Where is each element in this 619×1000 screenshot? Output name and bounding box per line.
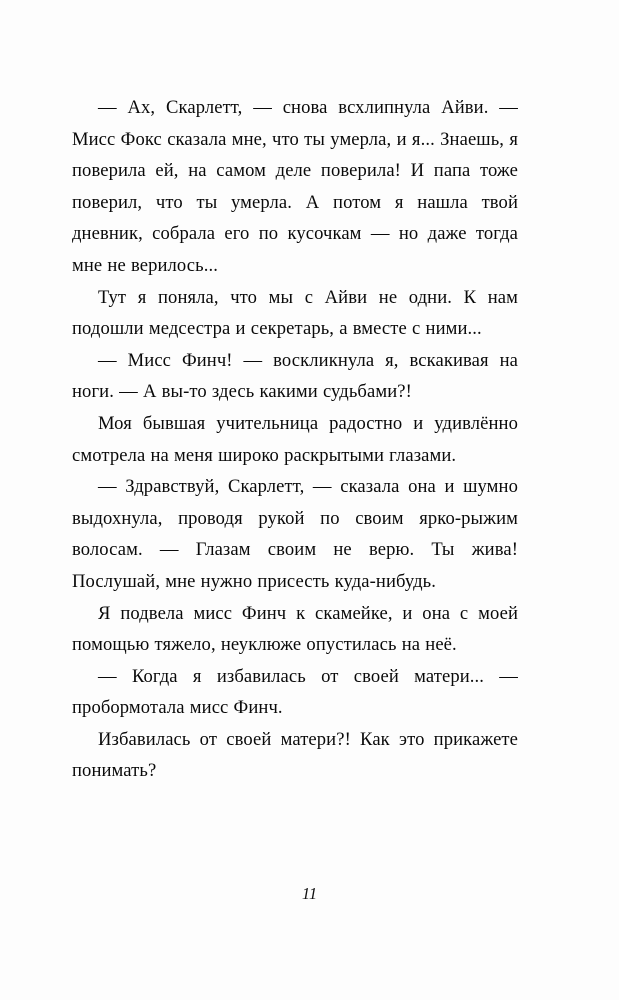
paragraph: Тут я поняла, что мы с Айви не одни. К нам подошли медсестра и секретарь, а вместе с ними...	[72, 286, 518, 340]
paragraph: — Когда я избавилась от своей матери... — пробормотала мисс Финч.	[72, 665, 518, 719]
paragraph: — Мисс Финч! — воскликнула я, вскакивая на ноги. — А вы-то здесь какими судьбами?!	[72, 349, 518, 403]
page-number: 11	[301, 884, 318, 903]
page-text-body	[72, 92, 518, 787]
paragraph: — Здравствуй, Скарлетт, — сказала она и шумно выдохнула, проводя рукой по своим ярко-рыжим волосам. — Глазам своим не верю. Ты жива! Послушай, мне нужно присесть куда-нибудь.	[72, 476, 518, 592]
paragraph: Моя бывшая учительница радостно и удивлённо смотрела на меня широко раскрытыми глазами.	[72, 412, 518, 466]
paragraph: Я подвела мисс Финч к скамейке, и она с моей помощью тяжело, неуклюже опустилась на неё.	[72, 602, 518, 656]
paragraph: Избавилась от своей матери?! Как это прикажете понимать?	[72, 728, 518, 782]
paragraph: — Ах, Скарлетт, — снова всхлипнула Айви. — Мисс Фокс сказала мне, что ты умерла, и я... Знаешь, я поверила ей, на самом деле поверила! И папа тоже поверил, что ты умерла. А потом я нашла твой дневник, собрала его по кусочкам — но даже тогда мне не верилось...	[72, 97, 518, 276]
